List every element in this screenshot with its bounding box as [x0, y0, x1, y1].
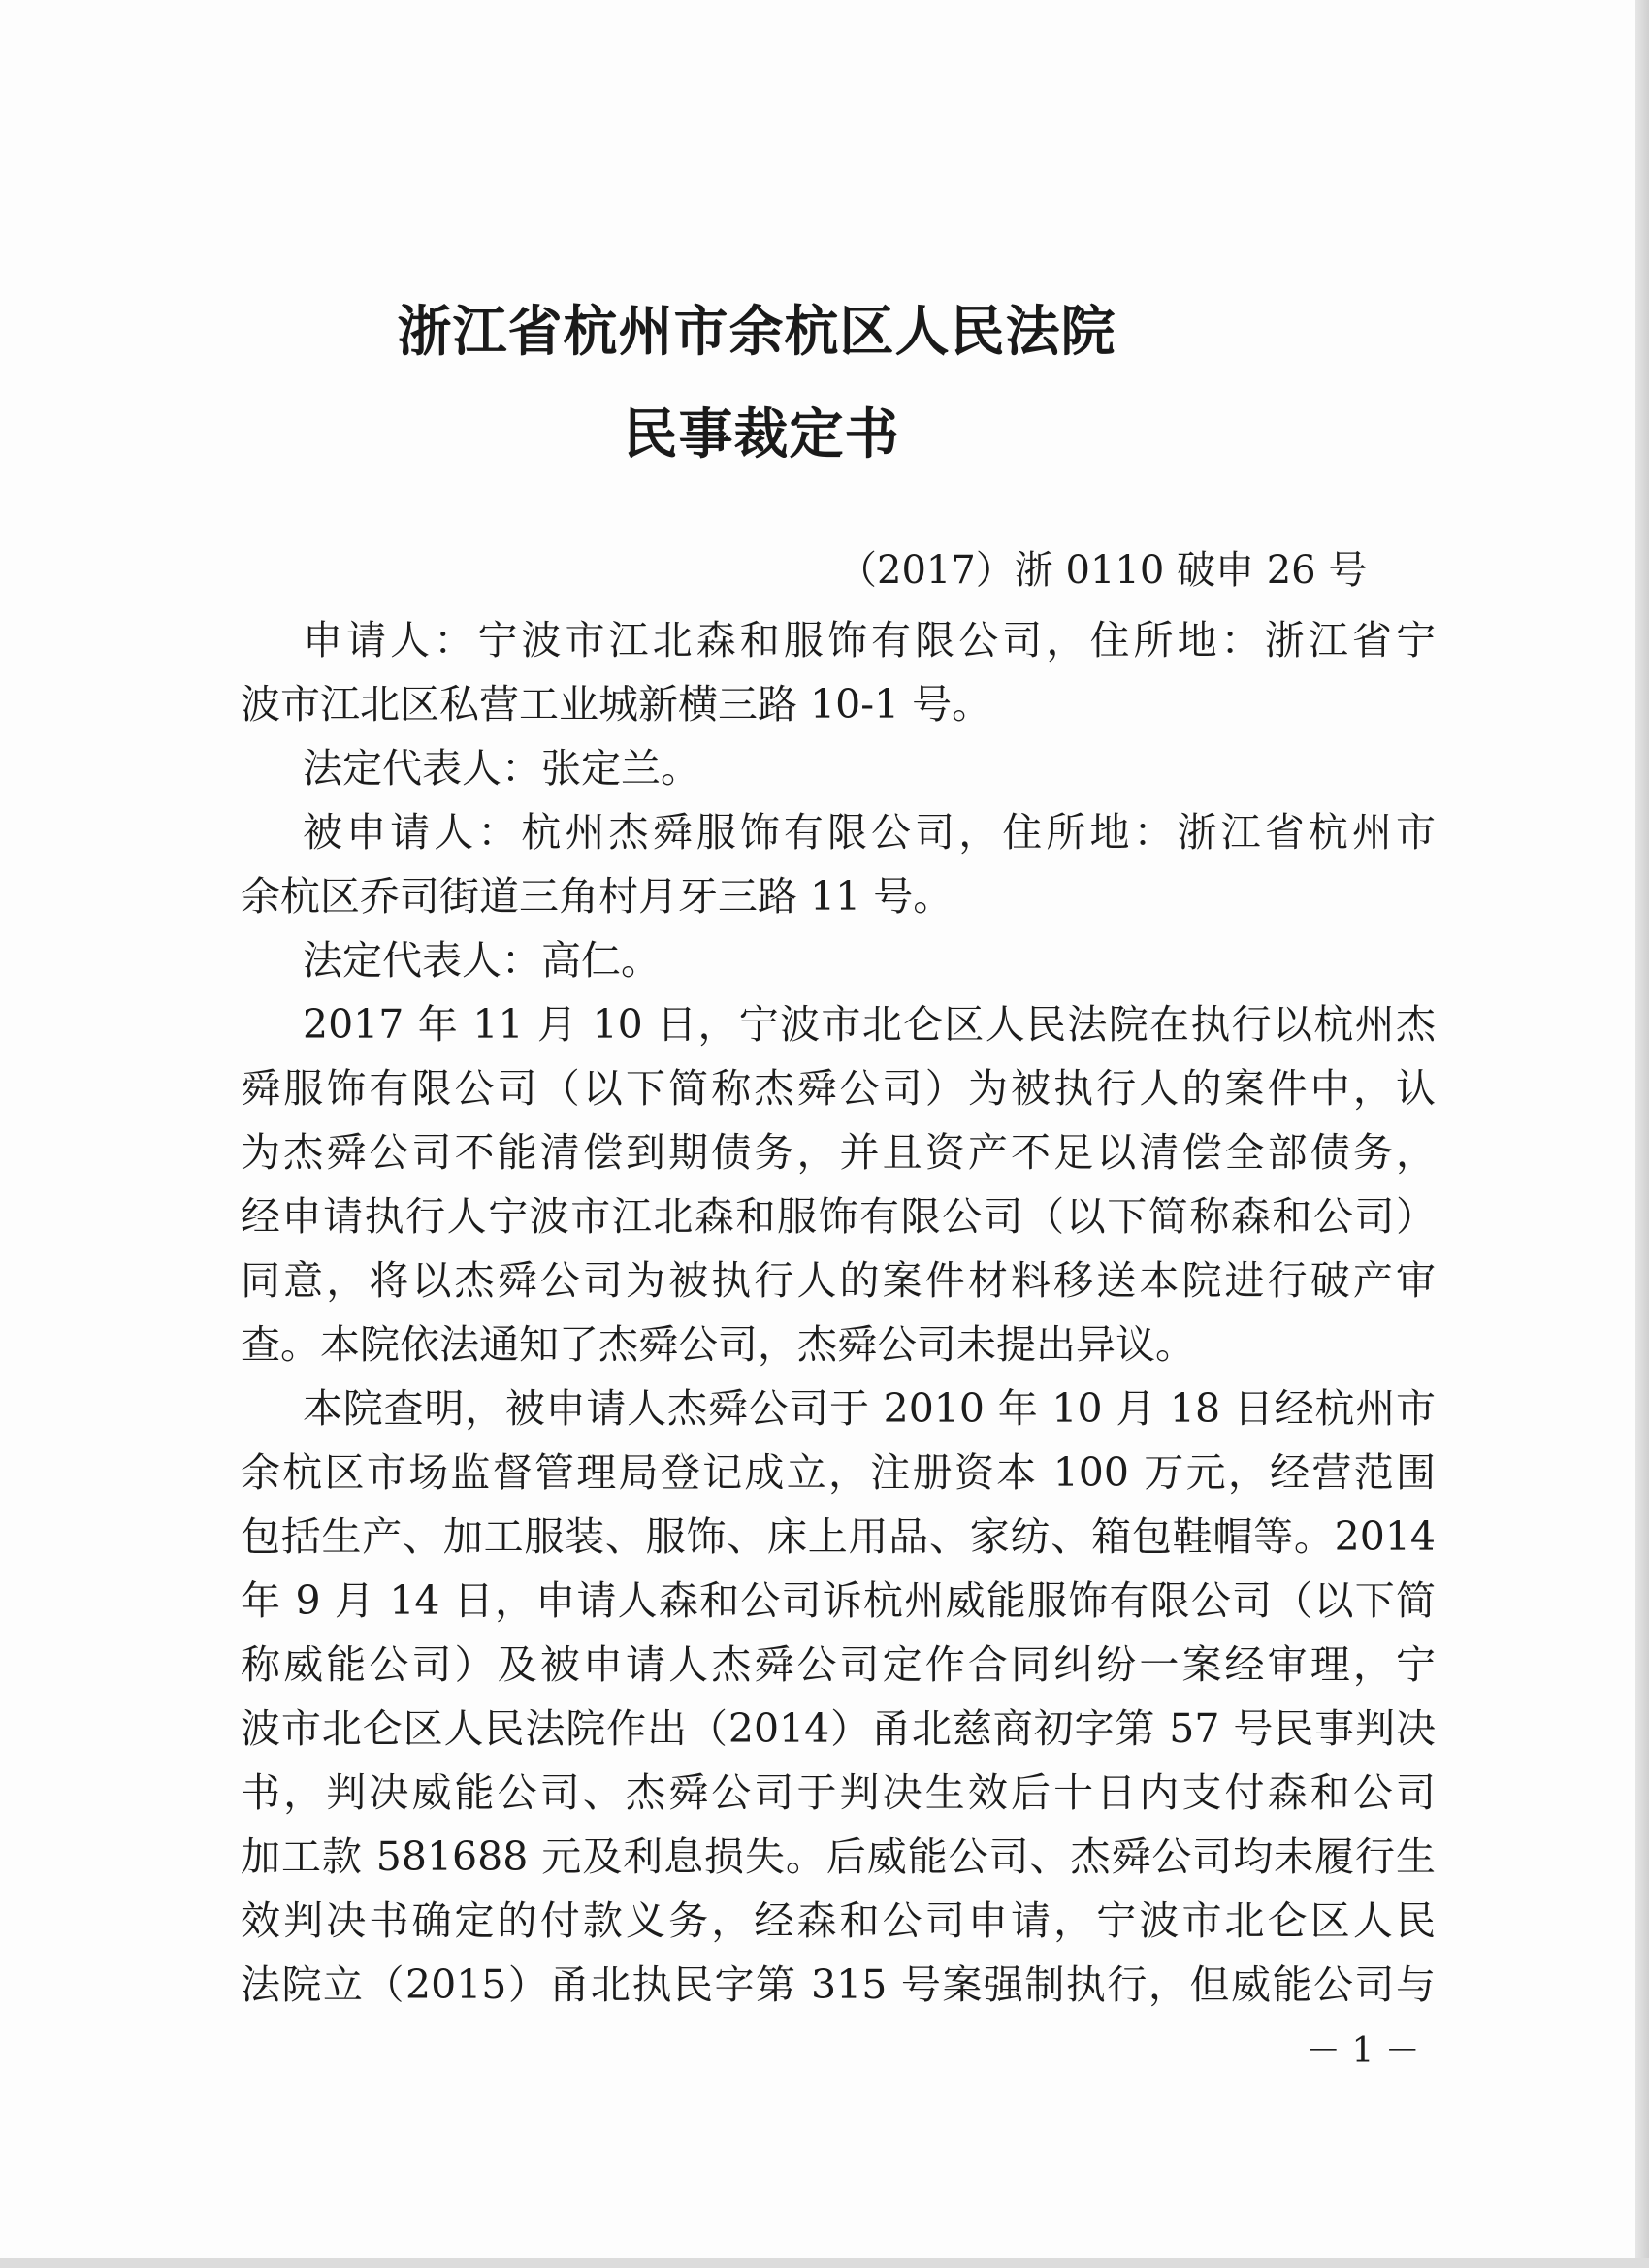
body-line: 舜服饰有限公司（以下简称杰舜公司）为被执行人的案件中，认 [241, 1065, 1436, 1112]
body-line: 2017 年 11 月 10 日，宁波市北仑区人民法院在执行以杭州杰 [303, 1001, 1436, 1048]
body-line: 法定代表人：张定兰。 [303, 745, 700, 792]
court-name-title: 浙江省杭州市余杭区人民法院 [397, 301, 1116, 364]
body-line: 年 9 月 14 日，申请人森和公司诉杭州威能服饰有限公司（以下简 [241, 1577, 1436, 1624]
body-line: 同意，将以杰舜公司为被执行人的案件材料移送本院进行破产审 [241, 1257, 1436, 1304]
body-line: 被申请人：杭州杰舜服饰有限公司，住所地：浙江省杭州市 [303, 809, 1436, 856]
page-number: － 1 － [1306, 2031, 1420, 2071]
body-line: 书，判决威能公司、杰舜公司于判决生效后十日内支付森和公司 [241, 1769, 1436, 1816]
body-line: 波市江北区私营工业城新横三路 10-1 号。 [241, 681, 992, 728]
body-line: 申请人：宁波市江北森和服饰有限公司，住所地：浙江省宁 [303, 617, 1436, 664]
body-line: 余杭区市场监督管理局登记成立，注册资本 100 万元，经营范围 [241, 1449, 1436, 1496]
body-line: 本院查明，被申请人杰舜公司于 2010 年 10 月 18 日经杭州市 [303, 1385, 1436, 1432]
scan-edge [1635, 0, 1649, 2268]
body-line: 为杰舜公司不能清偿到期债务，并且资产不足以清偿全部债务， [241, 1129, 1436, 1176]
body-line: 效判决书确定的付款义务，经森和公司申请，宁波市北仑区人民 [241, 1897, 1436, 1944]
body-line: 称威能公司）及被申请人杰舜公司定作合同纠纷一案经审理，宁 [241, 1641, 1436, 1688]
body-line: 加工款 581688 元及利息损失。后威能公司、杰舜公司均未履行生 [241, 1833, 1436, 1880]
body-line: 查。本院依法通知了杰舜公司，杰舜公司未提出异议。 [241, 1321, 1195, 1368]
body-line: 包括生产、加工服装、服饰、床上用品、家纺、箱包鞋帽等。2014 [241, 1513, 1436, 1560]
case-number: （2017）浙 0110 破申 26 号 [838, 548, 1368, 593]
document-type-title: 民事裁定书 [623, 404, 900, 467]
body-line: 经申请执行人宁波市江北森和服饰有限公司（以下简称森和公司） [241, 1193, 1436, 1240]
body-line: 余杭区乔司街道三角村月牙三路 11 号。 [241, 873, 954, 920]
body-line: 法定代表人：高仁。 [303, 937, 661, 984]
scan-edge-bottom [0, 2258, 1649, 2268]
body-line: 波市北仑区人民法院作出（2014）甬北慈商初字第 57 号民事判决 [241, 1705, 1436, 1752]
body-line: 法院立（2015）甬北执民字第 315 号案强制执行，但威能公司与 [241, 1961, 1436, 2008]
